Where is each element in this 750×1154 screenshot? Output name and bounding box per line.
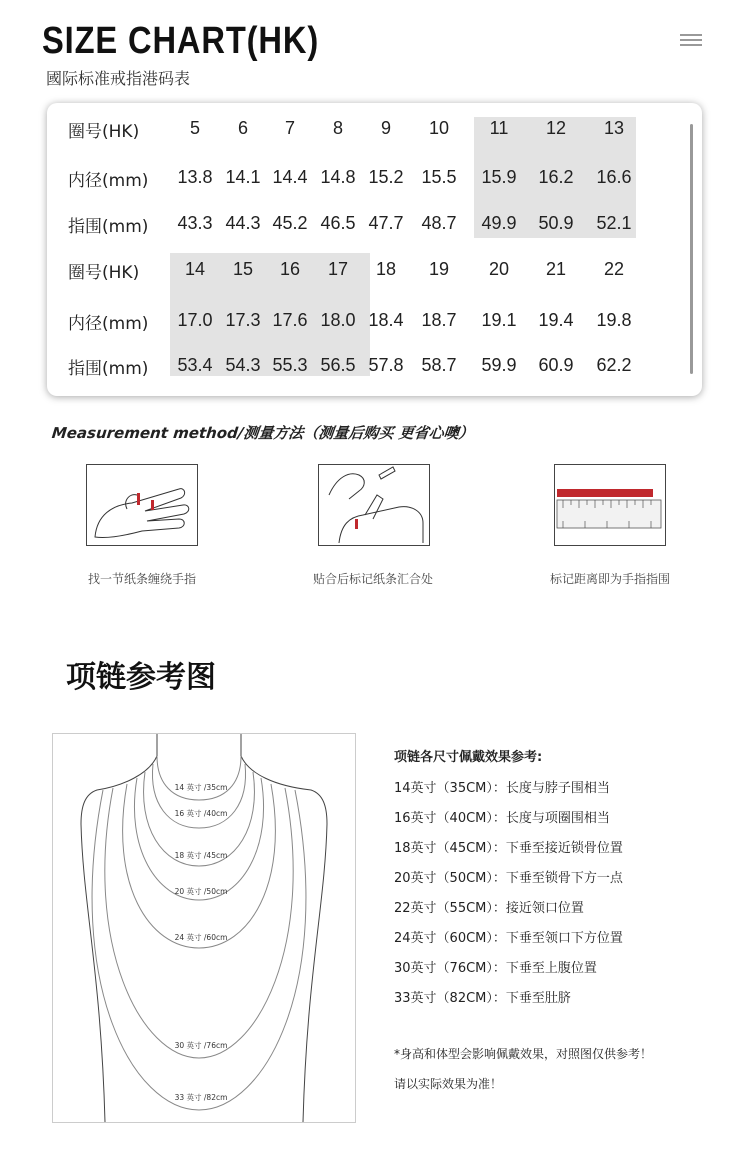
table-row-label: 内径(mm) (68, 314, 149, 334)
step-3-illustration (554, 464, 666, 546)
table-cell: 47.7 (368, 213, 404, 233)
table-cell: 15.9 (481, 167, 517, 187)
table-cell: 15.2 (368, 167, 404, 187)
table-row-label: 内径(mm) (68, 171, 149, 191)
table-cell: 60.9 (538, 355, 574, 375)
table-cell: 54.3 (225, 355, 261, 375)
necklace-list-item: 16英寸（40CM）：长度与项圈围相当 (394, 811, 610, 826)
necklace-title: 项链参考图 (66, 660, 216, 695)
table-cell: 19 (428, 259, 450, 279)
necklace-list-item: 18英寸（45CM）：下垂至接近锁骨位置 (394, 841, 623, 856)
step-1-illustration (86, 464, 198, 546)
page-title: SIZE CHART(HK) (42, 20, 320, 62)
table-cell: 14.4 (272, 167, 308, 187)
table-cell: 14.8 (320, 167, 356, 187)
table-cell: 11 (489, 118, 509, 138)
table-cell: 16 (279, 259, 301, 279)
table-row-label: 圈号(HK) (68, 263, 140, 283)
table-cell: 57.8 (368, 355, 404, 375)
step-1-caption: 找一节纸条缠绕手指 (87, 572, 196, 586)
step-2-illustration (318, 464, 430, 546)
necklace-length-label: 20 英寸 /50cm (174, 887, 228, 896)
table-row-label: 指围(mm) (68, 359, 149, 379)
necklace-list-item: 22英寸（55CM）：接近领口位置 (394, 901, 584, 916)
table-cell: 19.8 (596, 310, 632, 330)
table-cell: 22 (603, 259, 625, 279)
necklace-note-2: 请以实际效果为准！ (394, 1077, 503, 1091)
table-cell: 53.4 (177, 355, 213, 375)
table-cell: 18 (375, 259, 397, 279)
step-2-caption: 贴合后标记纸条汇合处 (312, 572, 433, 586)
necklace-length-label: 14 英寸 /35cm (174, 783, 228, 792)
table-cell: 17.0 (177, 310, 213, 330)
necklace-note-1: *身高和体型会影响佩戴效果，对照图仅供参考！ (394, 1047, 653, 1061)
necklace-list-item: 30英寸（76CM）：下垂至上腹位置 (394, 961, 597, 976)
measurement-title: Measurement method/测量方法（测量后购买 更省心噢） (51, 424, 475, 442)
table-cell: 9 (380, 118, 391, 138)
necklace-list-item: 24英寸（60CM）：下垂至领口下方位置 (394, 931, 623, 946)
ring-size-table (47, 103, 702, 396)
table-cell: 18.0 (320, 310, 356, 330)
table-cell: 49.9 (481, 213, 517, 233)
table-cell: 12 (545, 118, 567, 138)
table-cell: 17.6 (272, 310, 308, 330)
table-scrollbar[interactable] (690, 124, 693, 374)
table-row-label: 指围(mm) (68, 217, 149, 237)
table-cell: 50.9 (538, 213, 574, 233)
necklace-length-label: 30 英寸 /76cm (174, 1041, 228, 1050)
table-cell: 8 (332, 118, 343, 138)
table-cell: 21 (545, 259, 567, 279)
necklace-list-title: 项链各尺寸佩戴效果参考: (394, 750, 543, 765)
table-cell: 13 (603, 118, 625, 138)
necklace-body-icon (53, 734, 355, 1122)
table-cell: 46.5 (320, 213, 356, 233)
table-cell: 17 (327, 259, 349, 279)
ruler-icon (555, 465, 665, 545)
necklace-list-item: 14英寸（35CM）：长度与脖子围相当 (394, 781, 610, 796)
necklace-length-label: 24 英寸 /60cm (174, 933, 228, 942)
table-row-label: 圈号(HK) (68, 122, 140, 142)
table-cell: 19.1 (481, 310, 517, 330)
table-cell: 52.1 (596, 213, 632, 233)
page-subtitle: 國际标准戒指港码表 (46, 69, 191, 88)
table-cell: 7 (284, 118, 295, 138)
necklace-length-label: 16 英寸 /40cm (174, 809, 228, 818)
table-cell: 48.7 (421, 213, 457, 233)
necklace-diagram (52, 733, 356, 1123)
necklace-list-item: 20英寸（50CM）：下垂至锁骨下方一点 (394, 871, 623, 886)
table-cell: 14.1 (225, 167, 261, 187)
table-cell: 17.3 (225, 310, 261, 330)
table-cell: 43.3 (177, 213, 213, 233)
table-cell: 16.2 (538, 167, 574, 187)
menu-icon[interactable] (680, 34, 702, 50)
table-cell: 13.8 (177, 167, 213, 187)
necklace-length-label: 18 英寸 /45cm (174, 851, 228, 860)
table-cell: 45.2 (272, 213, 308, 233)
necklace-list-item: 33英寸（82CM）：下垂至肚脐 (394, 991, 571, 1006)
necklace-length-label: 33 英寸 /82cm (174, 1093, 228, 1102)
table-cell: 18.4 (368, 310, 404, 330)
table-cell: 59.9 (481, 355, 517, 375)
table-cell: 6 (237, 118, 248, 138)
hand-mark-icon (319, 465, 429, 545)
step-3-caption: 标记距离即为手指指围 (549, 572, 670, 586)
table-cell: 56.5 (320, 355, 356, 375)
table-cell: 62.2 (596, 355, 632, 375)
table-cell: 15.5 (421, 167, 457, 187)
table-cell: 58.7 (421, 355, 457, 375)
table-cell: 20 (488, 259, 510, 279)
table-cell: 10 (428, 118, 450, 138)
table-cell: 19.4 (538, 310, 574, 330)
table-cell: 55.3 (272, 355, 308, 375)
table-cell: 5 (189, 118, 200, 138)
hand-wrap-icon (87, 465, 197, 545)
table-cell: 16.6 (596, 167, 632, 187)
table-cell: 18.7 (421, 310, 457, 330)
table-cell: 14 (184, 259, 206, 279)
table-cell: 44.3 (225, 213, 261, 233)
table-cell: 15 (232, 259, 254, 279)
